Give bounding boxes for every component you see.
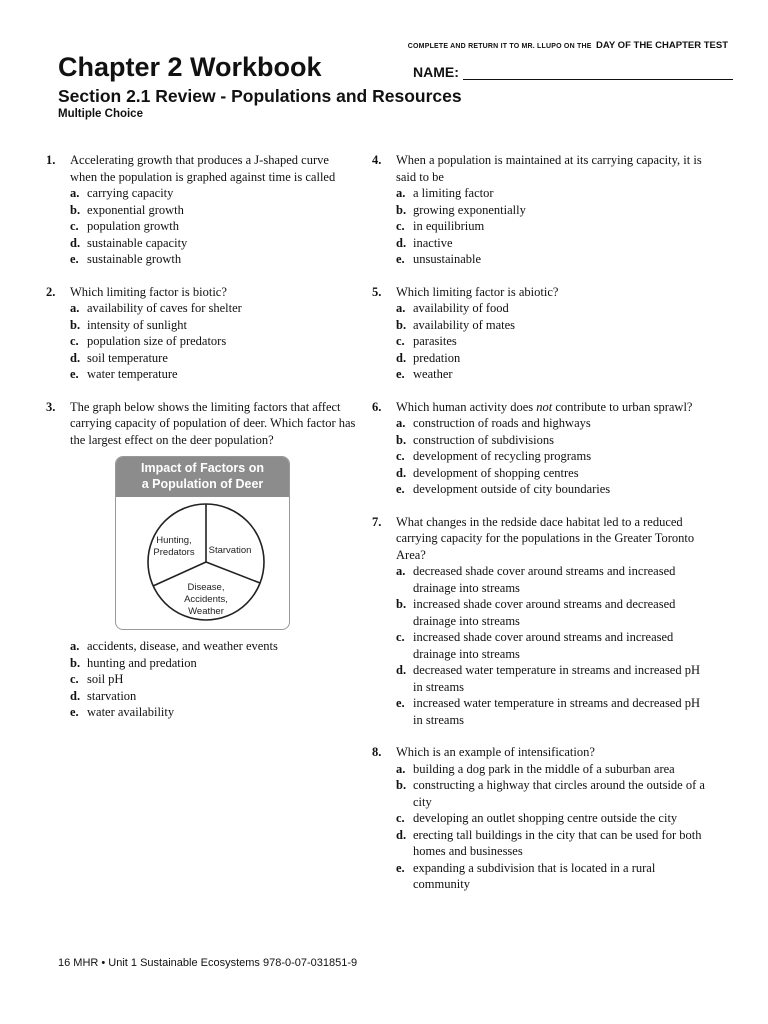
- option: [70, 251, 356, 268]
- option-letter: b.: [70, 202, 81, 217]
- options-list: [70, 185, 356, 268]
- option: [46, 671, 356, 688]
- option-letter: e.: [396, 482, 405, 496]
- option: [396, 629, 712, 662]
- option-letter: a.: [70, 301, 80, 315]
- option: [396, 300, 712, 317]
- option-letter: b.: [396, 432, 407, 447]
- option-text: developing an outlet shopping centre outside the city: [413, 811, 678, 825]
- option-text: population growth: [87, 219, 180, 233]
- option-letter: c.: [396, 334, 405, 348]
- question-number: 1.: [46, 153, 56, 167]
- option-text: development of shopping centres: [413, 465, 579, 480]
- option-letter: d.: [70, 350, 81, 365]
- option-letter: e.: [396, 367, 405, 381]
- question-stem: Accelerating growth that produces a J-shaped curve when the population is graphed against time is called: [70, 153, 336, 184]
- option-letter: c.: [396, 449, 405, 463]
- option-text: intensity of sunlight: [87, 317, 187, 332]
- question-1: [46, 152, 356, 268]
- slice-label-hunting: Hunting,: [156, 535, 192, 546]
- return-instructions: [408, 35, 728, 53]
- option-text: development of recycling programs: [413, 449, 592, 463]
- option: [70, 333, 356, 350]
- option-letter: a.: [396, 301, 406, 315]
- options-list: [396, 563, 712, 728]
- option-text: unsustainable: [413, 252, 482, 266]
- stem-part: contribute to urban sprawl?: [552, 399, 693, 414]
- option-text: decreased shade cover around streams and increased drainage into streams: [413, 564, 676, 595]
- option-letter: c.: [70, 672, 79, 686]
- option: [396, 563, 712, 596]
- question-stem: Which limiting factor is biotic?: [70, 284, 227, 299]
- option-text: water temperature: [87, 367, 178, 381]
- option: [396, 481, 712, 498]
- name-field-row: [413, 64, 733, 80]
- option: [396, 761, 712, 778]
- question-8: [372, 744, 712, 893]
- option-text: increased shade cover around streams and increased drainage into streams: [413, 630, 674, 661]
- options-list: [396, 415, 712, 498]
- option-letter: d.: [70, 688, 81, 703]
- options-list: [396, 300, 712, 383]
- option-text: decreased water temperature in streams and increased pH in streams: [413, 663, 701, 694]
- option-text: increased water temperature in streams and decreased pH in streams: [413, 696, 701, 727]
- option: [396, 432, 712, 449]
- option-text: availability of caves for shelter: [87, 301, 242, 315]
- option-letter: d.: [396, 827, 407, 842]
- option-text: sustainable growth: [87, 252, 182, 266]
- name-label: NAME:: [413, 64, 459, 80]
- question-number: 2.: [46, 284, 56, 299]
- option-text: carrying capacity: [87, 186, 174, 200]
- option-text: accidents, disease, and weather events: [87, 639, 278, 653]
- option-text: growing exponentially: [413, 202, 526, 217]
- options-list: [70, 300, 356, 383]
- option: [70, 350, 356, 367]
- option-text: parasites: [413, 334, 457, 348]
- question-2: [46, 284, 356, 383]
- option-letter: c.: [396, 811, 405, 825]
- question-stem: Which is an example of intensification?: [396, 745, 595, 759]
- option: [396, 827, 712, 860]
- question-number: 7.: [372, 514, 382, 529]
- question-4: [372, 152, 712, 268]
- option-letter: a.: [396, 186, 406, 200]
- question-number: 8.: [372, 745, 382, 759]
- slice-label-predators: Predators: [153, 547, 195, 558]
- option-letter: a.: [396, 416, 406, 430]
- option: [46, 638, 356, 655]
- option-text: erecting tall buildings in the city that can be used for both homes and businesses: [413, 827, 702, 858]
- slice-label-accidents: Accidents,: [184, 594, 228, 605]
- stem-part: Which human activity does: [396, 399, 537, 414]
- option-letter: e.: [70, 367, 79, 381]
- option-text: soil temperature: [87, 350, 168, 365]
- option-text: population size of predators: [87, 334, 227, 348]
- option-text: sustainable capacity: [87, 235, 188, 250]
- option-letter: a.: [396, 564, 406, 578]
- option-text: increased shade cover around streams and decreased drainage into streams: [413, 597, 676, 628]
- question-number: 3.: [46, 399, 56, 414]
- option-text: construction of roads and highways: [413, 416, 591, 430]
- option-letter: d.: [396, 350, 407, 365]
- name-blank-line[interactable]: [463, 65, 733, 80]
- option-letter: b.: [396, 202, 407, 217]
- question-number: 4.: [372, 153, 382, 167]
- option-letter: c.: [70, 334, 79, 348]
- option-text: development outside of city boundaries: [413, 482, 611, 496]
- stem-emphasis: not: [536, 399, 553, 414]
- option-letter: a.: [70, 186, 80, 200]
- option: [46, 704, 356, 721]
- chart-title-line-2: a Population of Deer: [141, 476, 264, 491]
- left-column: [46, 152, 356, 721]
- question-number: 5.: [372, 284, 382, 299]
- option-letter: d.: [396, 235, 407, 250]
- option-text: availability of food: [413, 301, 509, 315]
- option: [396, 860, 712, 893]
- option-text: building a dog park in the middle of a suburban area: [413, 761, 675, 776]
- option: [396, 317, 712, 334]
- slice-label-weather: Weather: [188, 606, 224, 617]
- option-text: expanding a subdivision that is located in a rural community: [413, 860, 656, 891]
- option-letter: b.: [70, 317, 81, 332]
- option: [396, 333, 712, 350]
- option: [396, 235, 712, 252]
- option-letter: b.: [396, 597, 407, 611]
- option-text: weather: [413, 367, 453, 381]
- option-letter: b.: [396, 317, 407, 332]
- option: [396, 185, 712, 202]
- section-title: Section 2.1 Review - Populations and Resources: [58, 86, 462, 106]
- option: [70, 366, 356, 383]
- question-stem: [396, 399, 712, 416]
- question-stem: What changes in the redside dace habitat led to a reduced carrying capacity for the populations in the Greater Toronto Area?: [396, 514, 695, 562]
- question-5: [372, 284, 712, 383]
- return-note: COMPLETE AND RETURN IT TO MR. LLUPO ON THE: [407, 43, 592, 50]
- option-text: predation: [413, 350, 461, 365]
- option-letter: e.: [70, 705, 79, 719]
- option: [396, 415, 712, 432]
- option-text: constructing a highway that circles around the outside of a city: [413, 778, 705, 809]
- option: [396, 218, 712, 235]
- option-letter: c.: [396, 219, 405, 233]
- option: [396, 465, 712, 482]
- right-column: [372, 152, 712, 893]
- option-letter: a.: [396, 761, 406, 776]
- option: [46, 655, 356, 672]
- option: [70, 185, 356, 202]
- option: [70, 300, 356, 317]
- option: [396, 777, 712, 810]
- deer-factors-pie-chart: [115, 456, 290, 630]
- question-6: [372, 399, 712, 498]
- option: [70, 202, 356, 219]
- question-stem: Which limiting factor is abiotic?: [396, 284, 559, 299]
- question-7: [372, 514, 712, 729]
- option-letter: d.: [70, 235, 81, 250]
- options-list: [396, 761, 712, 893]
- slice-label-disease: Disease,: [187, 582, 225, 593]
- chart-title: [116, 457, 289, 497]
- option-text: construction of subdivisions: [413, 432, 554, 447]
- option-letter: e.: [396, 252, 405, 266]
- question-type-heading: Multiple Choice: [58, 108, 143, 120]
- option: [396, 810, 712, 827]
- option-letter: b.: [70, 655, 81, 670]
- option: [396, 350, 712, 367]
- option: [70, 317, 356, 334]
- options-list: [396, 185, 712, 268]
- option-letter: d.: [396, 465, 407, 480]
- option: [70, 235, 356, 252]
- option-letter: e.: [70, 252, 79, 266]
- option-text: soil pH: [87, 672, 124, 686]
- option-letter: c.: [70, 219, 79, 233]
- option: [396, 596, 712, 629]
- option-letter: e.: [396, 860, 405, 875]
- option-text: a limiting factor: [413, 186, 494, 200]
- option: [396, 448, 712, 465]
- option: [396, 251, 712, 268]
- slice-label-starvation: Starvation: [208, 545, 252, 556]
- option-letter: e.: [396, 696, 405, 710]
- options-list: [46, 638, 356, 721]
- option: [46, 688, 356, 705]
- option-letter: d.: [396, 663, 407, 677]
- option-letter: a.: [70, 639, 80, 653]
- option-text: starvation: [87, 688, 137, 703]
- option: [396, 202, 712, 219]
- option-text: inactive: [413, 235, 453, 250]
- question-3: [46, 399, 356, 721]
- option-letter: b.: [396, 778, 407, 792]
- chart-title-line-1: Impact of Factors on: [141, 461, 264, 475]
- option-text: water availability: [87, 705, 175, 719]
- option-text: exponential growth: [87, 202, 184, 217]
- question-number: 6.: [372, 399, 382, 414]
- pie-chart-svg: [116, 497, 289, 629]
- return-deadline: DAY OF THE CHAPTER TEST: [596, 40, 728, 51]
- option-text: in equilibrium: [413, 219, 485, 233]
- page-title: Chapter 2 Workbook: [58, 52, 322, 82]
- option-text: availability of mates: [413, 317, 516, 332]
- option: [396, 695, 712, 728]
- question-stem: The graph below shows the limiting factors that affect carrying capacity of population of deer. Which factor has the largest effect on the deer population?: [70, 399, 356, 447]
- option: [396, 662, 712, 695]
- option: [396, 366, 712, 383]
- option-text: hunting and predation: [87, 655, 197, 670]
- question-stem: When a population is maintained at its carrying capacity, it is said to be: [396, 153, 702, 184]
- page-footer: 16 MHR • Unit 1 Sustainable Ecosystems 978-0-07-031851-9: [58, 957, 358, 969]
- option-letter: c.: [396, 630, 405, 644]
- option: [70, 218, 356, 235]
